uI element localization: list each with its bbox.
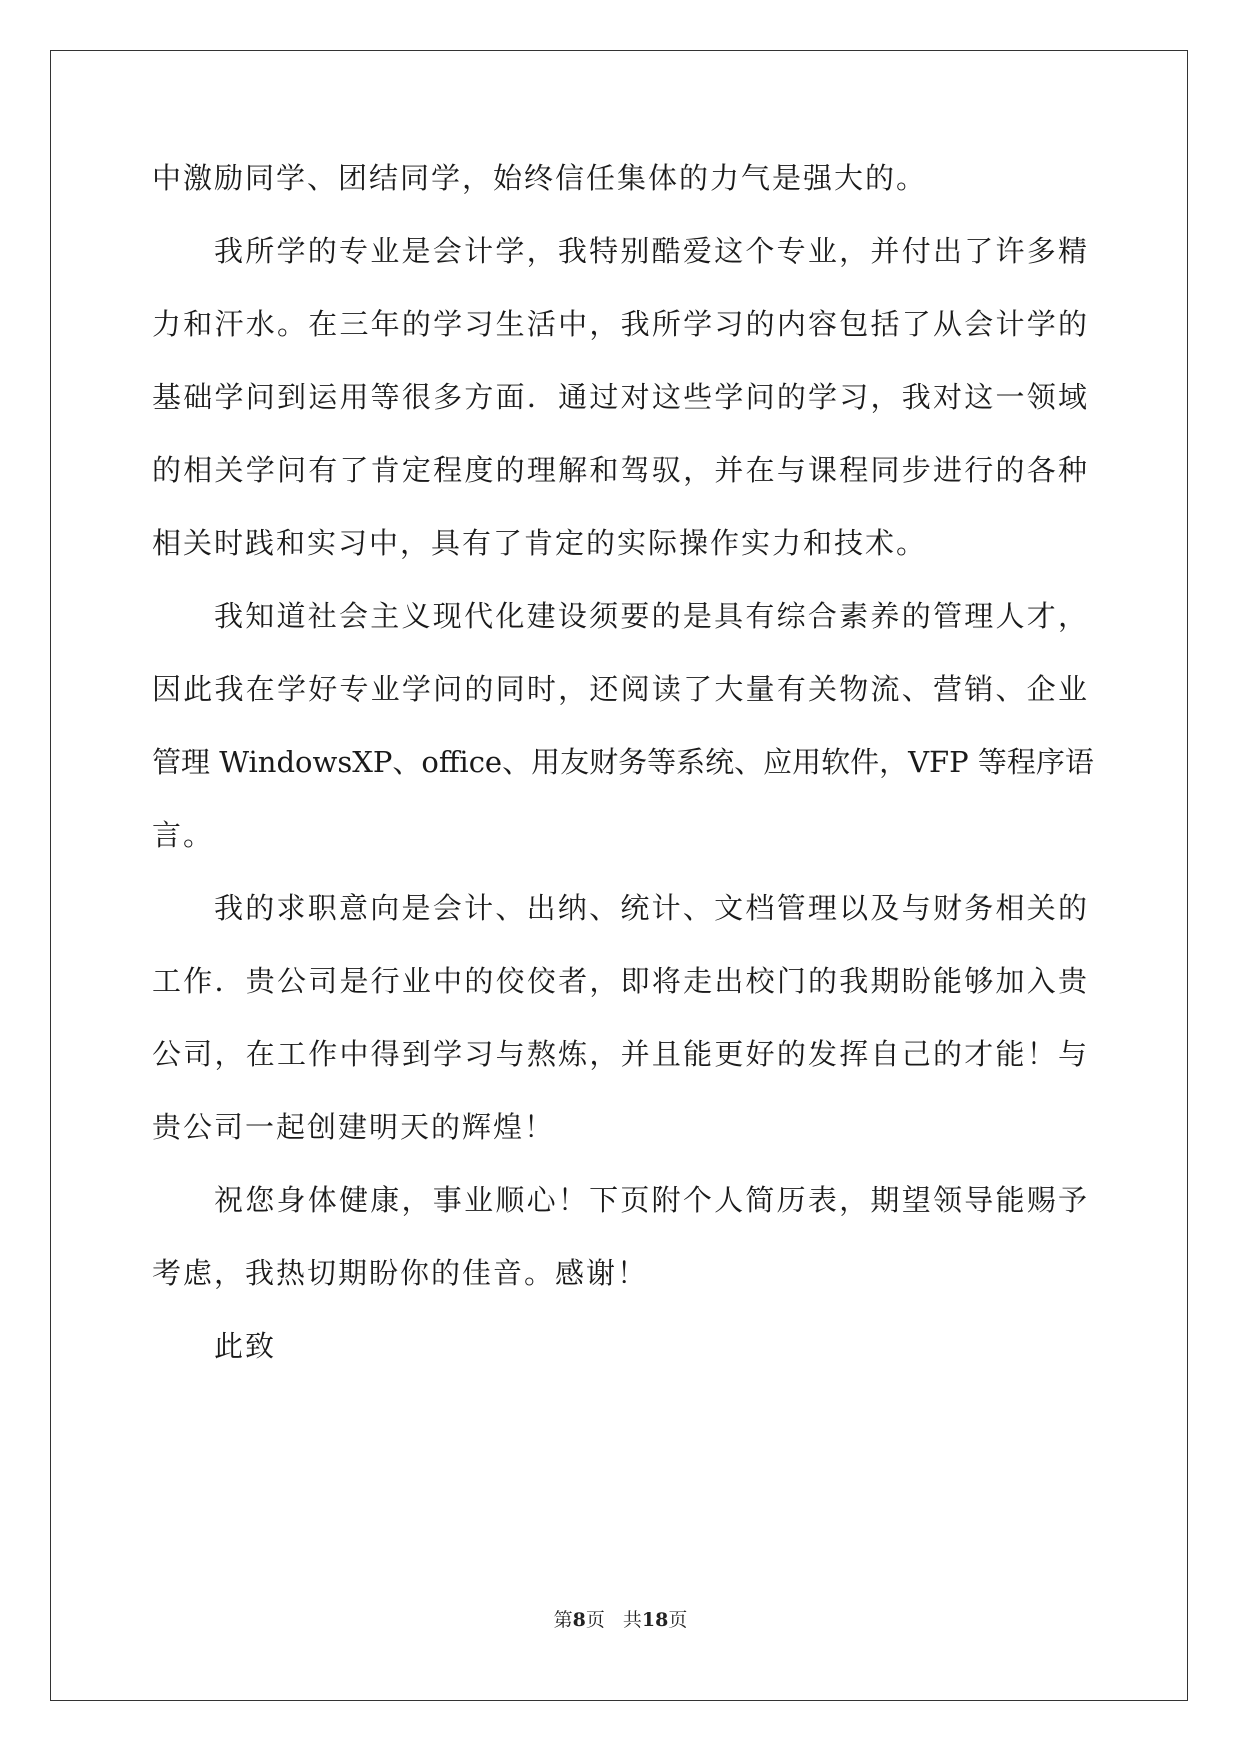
text-line-13: 公司，在工作中得到学习与熬炼，并且能更好的发挥自己的才能！与	[152, 1037, 1087, 1071]
text-line-17: 此致	[214, 1329, 277, 1363]
text-line-6: 相关时践和实习中，具有了肯定的实际操作实力和技术。	[152, 526, 928, 560]
text-line-5: 的相关学问有了肯定程度的理解和驾驭，并在与课程同步进行的各种	[152, 453, 1087, 487]
text-line-16: 考虑，我热切期盼你的佳音。感谢！	[152, 1256, 649, 1290]
text-line-15: 祝您身体健康，事业顺心！下页附个人简历表，期望领导能赐予	[214, 1183, 1087, 1217]
page-footer	[0, 1605, 1241, 1632]
text-line-10: 言。	[152, 818, 215, 852]
page-number: 8	[572, 1609, 586, 1631]
text-line-8: 因此我在学好专业学问的同时，还阅读了大量有关物流、营销、企业	[152, 672, 1087, 706]
text-line-1: 中激励同学、团结同学，始终信任集体的力气是强大的。	[152, 161, 928, 195]
text-line-11: 我的求职意向是会计、出纳、统计、文档管理以及与财务相关的	[214, 891, 1087, 925]
text-line-14: 贵公司一起创建明天的辉煌！	[152, 1110, 556, 1144]
total-pages: 18	[641, 1609, 669, 1631]
total-prefix: 共	[622, 1609, 642, 1631]
page-border	[50, 50, 1188, 1701]
page-unit: 页	[585, 1609, 605, 1631]
text-line-12: 工作．贵公司是行业中的佼佼者，即将走出校门的我期盼能够加入贵	[152, 964, 1087, 998]
text-line-3: 力和汗水。在三年的学习生活中，我所学习的内容包括了从会计学的	[152, 307, 1087, 341]
text-line-7: 我知道社会主义现代化建设须要的是具有综合素养的管理人才，	[214, 599, 1087, 633]
total-unit: 页	[668, 1609, 688, 1631]
text-line-4: 基础学问到运用等很多方面．通过对这些学问的学习，我对这一领域	[152, 380, 1087, 414]
page-prefix: 第	[553, 1609, 573, 1631]
text-line-2: 我所学的专业是会计学，我特别酷爱这个专业，并付出了许多精	[214, 234, 1087, 268]
text-line-9: 管理 WindowsXP、office、用友财务等系统、应用软件，VFP 等程序语	[152, 745, 1094, 779]
